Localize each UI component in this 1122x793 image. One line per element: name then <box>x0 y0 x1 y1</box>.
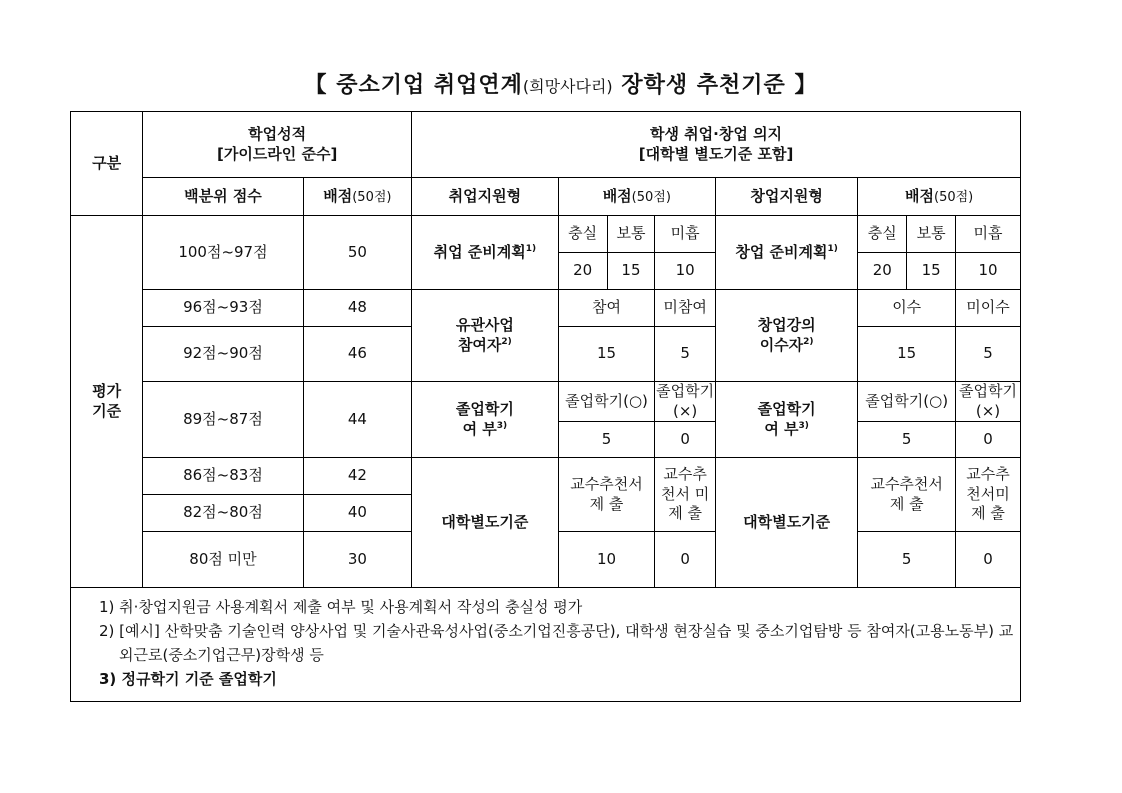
table-row <box>71 458 1021 495</box>
points-cell: 15 <box>907 253 956 290</box>
table-row <box>71 382 1021 422</box>
score-points: 50 <box>303 216 411 290</box>
score-label: 배점 <box>905 186 935 205</box>
points-cell: 0 <box>956 422 1021 458</box>
score-range: 100점~97점 <box>143 216 303 290</box>
option-cell: 졸업학기(×) <box>956 382 1021 422</box>
will-header <box>412 112 1021 178</box>
employment-plan-label <box>412 216 559 290</box>
score-header <box>303 178 411 216</box>
score-points: 44 <box>303 382 411 458</box>
option-cell: 교수추천서 제 출 <box>558 458 655 532</box>
score-points: 42 <box>303 458 411 495</box>
points-cell: 10 <box>558 532 655 588</box>
startup-course-label <box>715 290 857 382</box>
employment-type-header: 취업지원형 <box>412 178 559 216</box>
startup-score-header <box>858 178 1021 216</box>
points-cell: 15 <box>607 253 655 290</box>
option-cell: 충실 <box>858 216 907 253</box>
score-unit: (50점) <box>631 189 671 205</box>
score-range: 92점~90점 <box>143 327 303 382</box>
employment-grad-label <box>412 382 559 458</box>
score-range: 80점 미만 <box>143 532 303 588</box>
score-unit: (50점) <box>934 189 974 205</box>
score-unit: (50점) <box>352 189 392 205</box>
option-cell: 졸업학기(×) <box>656 382 715 420</box>
note-1: 1) 취·창업지원금 사용계획서 제출 여부 및 사용계획서 작성의 충실성 평가 <box>99 598 583 616</box>
points-cell: 0 <box>655 422 716 458</box>
points-cell: 15 <box>858 327 956 382</box>
title-bracket-open: 【 <box>304 73 328 98</box>
employment-plan-label-text: 취업 준비계획 <box>433 242 526 261</box>
employment-score-header <box>558 178 715 216</box>
footnote-ref: 2) <box>803 336 814 347</box>
score-points: 48 <box>303 290 411 327</box>
criteria-table <box>70 111 1021 702</box>
points-cell: 5 <box>858 532 956 588</box>
table-row <box>71 290 1021 327</box>
note-2: 2) [예시] 산학맞춤 기술인력 양상사업 및 기술사관육성사업(중소기업진흥공단), 대학생 현장실습 및 중소기업탐방 등 참여자(고용노동부) 교외근로(중소기업근무)장학생 등 <box>99 622 1014 664</box>
employment-project-label-line2: 참여자 <box>457 335 502 354</box>
score-range: 86점~83점 <box>143 458 303 495</box>
academic-header <box>143 112 412 178</box>
header-row-sub <box>71 178 1021 216</box>
startup-type-header: 창업지원형 <box>715 178 857 216</box>
points-cell: 20 <box>858 253 907 290</box>
score-points: 30 <box>303 532 411 588</box>
evaluation-label-line2: 기준 <box>92 401 122 420</box>
option-cell: 보통 <box>607 216 655 253</box>
score-label: 배점 <box>602 186 632 205</box>
startup-grad-label-line1: 졸업학기 <box>757 400 816 418</box>
option-cell: 이수 <box>858 290 956 327</box>
points-cell: 0 <box>655 532 716 588</box>
option-cell: 보통 <box>907 216 956 253</box>
notes-cell <box>71 588 1021 702</box>
startup-plan-label-text: 창업 준비계획 <box>735 242 828 261</box>
note-3: 3) 정규학기 기준 졸업학기 <box>99 670 277 688</box>
score-points: 46 <box>303 327 411 382</box>
option-cell: 미흡 <box>655 216 716 253</box>
startup-course-label-line1: 창업강의 <box>757 316 816 334</box>
option-cell: 졸업학기(○) <box>858 382 956 422</box>
evaluation-label-line1: 평가 <box>92 382 122 400</box>
employment-grad-label-line2: 여 부 <box>462 419 497 438</box>
score-range: 89점~87점 <box>143 382 303 458</box>
employment-univ-label: 대학별도기준 <box>412 458 559 588</box>
option-cell: 교수추천서미 제 출 <box>956 458 1021 532</box>
score-points: 40 <box>303 495 411 532</box>
evaluation-label <box>71 216 143 588</box>
title-tail: 장학생 추천기준 <box>621 73 786 98</box>
header-row-top <box>71 112 1021 178</box>
points-cell: 10 <box>655 253 716 290</box>
score-label: 배점 <box>323 186 353 205</box>
points-cell: 10 <box>956 253 1021 290</box>
option-cell: 미이수 <box>956 290 1021 327</box>
percentile-header: 백분위 점수 <box>143 178 303 216</box>
notes-row <box>71 588 1021 702</box>
will-title: 학생 취업·창업 의지 <box>649 125 783 143</box>
points-cell: 5 <box>655 327 716 382</box>
footnote-ref: 3) <box>496 420 508 431</box>
option-cell: 교수추천서 미 제 출 <box>655 458 716 532</box>
points-cell: 15 <box>558 327 655 382</box>
footnote-ref: 2) <box>501 336 512 347</box>
academic-note: [가이드라인 준수] <box>216 144 338 163</box>
employment-grad-label-line1: 졸업학기 <box>455 400 514 418</box>
startup-univ-label: 대학별도기준 <box>715 458 857 588</box>
will-note: [대학별 별도기준 포함] <box>638 144 794 163</box>
points-cell: 5 <box>956 327 1021 382</box>
option-cell: 졸업학기(○) <box>558 382 655 422</box>
points-cell: 5 <box>858 422 956 458</box>
points-cell: 20 <box>558 253 607 290</box>
academic-title: 학업성적 <box>248 125 307 143</box>
document-title <box>0 68 1122 99</box>
startup-grad-label-line2: 여 부 <box>764 419 799 438</box>
employment-project-label <box>412 290 559 382</box>
footnote-ref: 1) <box>827 243 838 254</box>
table-row <box>71 216 1021 253</box>
footnote-ref: 1) <box>525 243 537 254</box>
title-sub: (희망사다리) <box>522 77 613 96</box>
title-main: 중소기업 취업연계 <box>336 73 523 98</box>
employment-project-label-line1: 유관사업 <box>455 316 514 334</box>
option-cell: 충실 <box>558 216 607 253</box>
footnote-ref: 3) <box>798 420 809 431</box>
title-bracket-close: 】 <box>794 73 818 98</box>
points-cell: 0 <box>956 532 1021 588</box>
option-cell: 미참여 <box>655 290 716 327</box>
option-cell: 교수추천서 제 출 <box>858 458 956 532</box>
startup-plan-label <box>715 216 857 290</box>
startup-grad-label <box>715 382 857 458</box>
score-range: 96점~93점 <box>143 290 303 327</box>
option-cell: 참여 <box>558 290 655 327</box>
startup-course-label-line2: 이수자 <box>759 335 804 354</box>
option-cell: 미흡 <box>956 216 1021 253</box>
category-header: 구분 <box>71 112 143 216</box>
score-range: 82점~80점 <box>143 495 303 532</box>
points-cell: 5 <box>558 422 655 458</box>
